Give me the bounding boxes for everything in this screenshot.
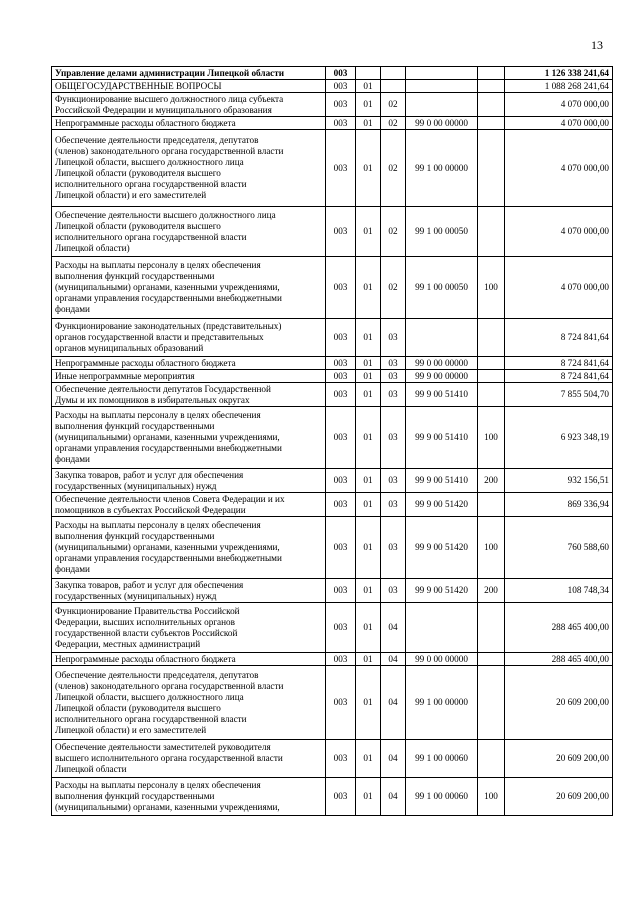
row-grbs-code: 003 <box>326 357 356 370</box>
row-grbs-code: 003 <box>326 666 356 740</box>
row-section-code: 01 <box>356 469 381 493</box>
table-row <box>52 603 613 653</box>
table-row <box>52 407 613 469</box>
row-expense-type-code <box>478 319 505 357</box>
row-subsection-code: 02 <box>381 117 406 130</box>
row-expense-type-code: 200 <box>478 469 505 493</box>
row-amount: 20 609 200,00 <box>505 666 613 740</box>
row-expense-type-code <box>478 740 505 778</box>
row-target-article-code: 99 0 00 00000 <box>406 357 478 370</box>
row-subsection-code: 03 <box>381 319 406 357</box>
row-subsection-code: 04 <box>381 666 406 740</box>
table-row <box>52 579 613 603</box>
table-row <box>52 130 613 207</box>
row-target-article-code: 99 9 00 51420 <box>406 517 478 579</box>
row-name: Непрограммные расходы областного бюджета <box>52 653 326 666</box>
row-expense-type-code: 100 <box>478 778 505 816</box>
row-target-article-code: 99 0 00 00000 <box>406 653 478 666</box>
row-grbs-code: 003 <box>326 257 356 319</box>
row-expense-type-code <box>478 93 505 117</box>
row-amount: 4 070 000,00 <box>505 257 613 319</box>
row-target-article-code: 99 1 00 00050 <box>406 257 478 319</box>
row-section-code: 01 <box>356 653 381 666</box>
row-name: Функционирование высшего должностного лица субъекта Российской Федерации и муниципального образования <box>52 93 326 117</box>
row-target-article-code <box>406 80 478 93</box>
table-row <box>52 257 613 319</box>
table-row <box>52 493 613 517</box>
row-subsection-code: 03 <box>381 383 406 407</box>
row-expense-type-code <box>478 666 505 740</box>
row-target-article-code: 99 9 00 51410 <box>406 407 478 469</box>
row-amount: 4 070 000,00 <box>505 93 613 117</box>
row-target-article-code <box>406 603 478 653</box>
table-row <box>52 319 613 357</box>
row-grbs-code: 003 <box>326 603 356 653</box>
table-row <box>52 207 613 257</box>
row-subsection-code: 02 <box>381 130 406 207</box>
row-name: Функционирование законодательных (представительных) органов государственной власти и представительных органов муниципальных образований <box>52 319 326 357</box>
row-grbs-code: 003 <box>326 407 356 469</box>
row-name: Обеспечение деятельности председателя, депутатов (членов) законодательного органа государственной власти Липецкой области, высшего должностного лица Липецкой области (руководителя высшего исполнительного органа государственной власти Липецкой области) и его заместителей <box>52 666 326 740</box>
row-name: Иные непрограммные мероприятия <box>52 370 326 383</box>
row-amount: 932 156,51 <box>505 469 613 493</box>
row-grbs-code: 003 <box>326 778 356 816</box>
row-amount: 760 588,60 <box>505 517 613 579</box>
row-name: Закупка товаров, работ и услуг для обеспечения государственных (муниципальных) нужд <box>52 579 326 603</box>
budget-table <box>51 66 613 816</box>
row-target-article-code: 99 1 00 00060 <box>406 778 478 816</box>
row-section-code <box>356 67 381 80</box>
row-subsection-code: 03 <box>381 357 406 370</box>
row-subsection-code: 04 <box>381 778 406 816</box>
row-grbs-code: 003 <box>326 579 356 603</box>
table-row <box>52 80 613 93</box>
row-section-code: 01 <box>356 666 381 740</box>
row-subsection-code: 03 <box>381 469 406 493</box>
row-subsection-code: 04 <box>381 653 406 666</box>
row-subsection-code: 02 <box>381 257 406 319</box>
row-section-code: 01 <box>356 357 381 370</box>
table-row <box>52 93 613 117</box>
row-grbs-code: 003 <box>326 493 356 517</box>
row-amount: 8 724 841,64 <box>505 319 613 357</box>
row-section-code: 01 <box>356 93 381 117</box>
row-name: Закупка товаров, работ и услуг для обеспечения государственных (муниципальных) нужд <box>52 469 326 493</box>
row-amount: 108 748,34 <box>505 579 613 603</box>
row-name: Обеспечение деятельности высшего должностного лица Липецкой области (руководителя высшего исполнительного органа государственной власти Липецкой области) <box>52 207 326 257</box>
row-section-code: 01 <box>356 579 381 603</box>
row-grbs-code: 003 <box>326 67 356 80</box>
row-name: Расходы на выплаты персоналу в целях обеспечения выполнения функций государственными (муниципальными) органами, казенными учреждениями, органами управления государственными внебюджетными фондами <box>52 257 326 319</box>
row-expense-type-code <box>478 80 505 93</box>
row-target-article-code: 99 1 00 00060 <box>406 740 478 778</box>
page-number: 13 <box>591 38 603 52</box>
row-target-article-code: 99 1 00 00000 <box>406 130 478 207</box>
row-target-article-code: 99 9 00 51420 <box>406 579 478 603</box>
row-expense-type-code: 100 <box>478 517 505 579</box>
row-expense-type-code <box>478 653 505 666</box>
row-name: Расходы на выплаты персоналу в целях обеспечения выполнения функций государственными (муниципальными) органами, казенными учреждениями, органами управления государственными внебюджетными фондами <box>52 407 326 469</box>
row-expense-type-code <box>478 493 505 517</box>
row-amount: 869 336,94 <box>505 493 613 517</box>
row-grbs-code: 003 <box>326 93 356 117</box>
row-amount: 4 070 000,00 <box>505 130 613 207</box>
row-expense-type-code: 100 <box>478 407 505 469</box>
row-target-article-code <box>406 67 478 80</box>
row-grbs-code: 003 <box>326 517 356 579</box>
table-row <box>52 653 613 666</box>
row-expense-type-code: 200 <box>478 579 505 603</box>
row-amount: 8 724 841,64 <box>505 370 613 383</box>
row-section-code: 01 <box>356 383 381 407</box>
table-row <box>52 67 613 80</box>
row-subsection-code: 03 <box>381 370 406 383</box>
row-section-code: 01 <box>356 207 381 257</box>
table-row <box>52 740 613 778</box>
row-expense-type-code <box>478 130 505 207</box>
row-target-article-code <box>406 319 478 357</box>
row-grbs-code: 003 <box>326 319 356 357</box>
row-section-code: 01 <box>356 603 381 653</box>
row-grbs-code: 003 <box>326 80 356 93</box>
row-name: Обеспечение деятельности депутатов Государственной Думы и их помощников в избирательных округах <box>52 383 326 407</box>
row-name: Расходы на выплаты персоналу в целях обеспечения выполнения функций государственными (муниципальными) органами, казенными учреждениями, органами управления государственными внебюджетными фондами <box>52 517 326 579</box>
row-section-code: 01 <box>356 517 381 579</box>
row-name: Обеспечение деятельности председателя, депутатов (членов) законодательного органа государственной власти Липецкой области, высшего должностного лица Липецкой области (руководителя высшего исполнительного органа государственной власти Липецкой области) и его заместителей <box>52 130 326 207</box>
row-expense-type-code: 100 <box>478 257 505 319</box>
row-name: Обеспечение деятельности заместителей руководителя высшего исполнительного органа государственной власти Липецкой области <box>52 740 326 778</box>
row-amount: 1 088 268 241,64 <box>505 80 613 93</box>
row-expense-type-code <box>478 370 505 383</box>
row-amount: 6 923 348,19 <box>505 407 613 469</box>
row-subsection-code: 03 <box>381 407 406 469</box>
row-expense-type-code <box>478 603 505 653</box>
row-name: Управление делами администрации Липецкой области <box>52 67 326 80</box>
row-name: Функционирование Правительства Российской Федерации, высших исполнительных органов государственной власти субъектов Российской Федерации, местных администраций <box>52 603 326 653</box>
row-amount: 288 465 400,00 <box>505 603 613 653</box>
row-subsection-code: 03 <box>381 517 406 579</box>
row-target-article-code: 99 9 00 51410 <box>406 383 478 407</box>
row-section-code: 01 <box>356 80 381 93</box>
row-expense-type-code <box>478 117 505 130</box>
row-section-code: 01 <box>356 130 381 207</box>
table-row <box>52 469 613 493</box>
row-section-code: 01 <box>356 319 381 357</box>
row-target-article-code: 99 9 00 00000 <box>406 370 478 383</box>
row-amount: 1 126 338 241,64 <box>505 67 613 80</box>
row-grbs-code: 003 <box>326 383 356 407</box>
row-name: ОБЩЕГОСУДАРСТВЕННЫЕ ВОПРОСЫ <box>52 80 326 93</box>
table-row <box>52 117 613 130</box>
row-section-code: 01 <box>356 117 381 130</box>
row-grbs-code: 003 <box>326 207 356 257</box>
row-name: Непрограммные расходы областного бюджета <box>52 117 326 130</box>
row-target-article-code: 99 9 00 51410 <box>406 469 478 493</box>
row-section-code: 01 <box>356 370 381 383</box>
row-section-code: 01 <box>356 740 381 778</box>
row-target-article-code: 99 9 00 51420 <box>406 493 478 517</box>
row-amount: 20 609 200,00 <box>505 740 613 778</box>
row-target-article-code: 99 1 00 00050 <box>406 207 478 257</box>
row-amount: 20 609 200,00 <box>505 778 613 816</box>
row-section-code: 01 <box>356 257 381 319</box>
table-row <box>52 666 613 740</box>
row-name: Расходы на выплаты персоналу в целях обеспечения выполнения функций государственными (муниципальными) органами, казенными учреждениями, <box>52 778 326 816</box>
row-amount: 4 070 000,00 <box>505 117 613 130</box>
table-row <box>52 778 613 816</box>
row-grbs-code: 003 <box>326 469 356 493</box>
table-row <box>52 357 613 370</box>
table-row <box>52 370 613 383</box>
row-subsection-code: 02 <box>381 207 406 257</box>
row-target-article-code: 99 1 00 00000 <box>406 666 478 740</box>
row-grbs-code: 003 <box>326 653 356 666</box>
row-name: Непрограммные расходы областного бюджета <box>52 357 326 370</box>
row-grbs-code: 003 <box>326 130 356 207</box>
row-target-article-code: 99 0 00 00000 <box>406 117 478 130</box>
row-grbs-code: 003 <box>326 370 356 383</box>
row-amount: 7 855 504,70 <box>505 383 613 407</box>
row-expense-type-code <box>478 357 505 370</box>
row-subsection-code <box>381 67 406 80</box>
row-expense-type-code <box>478 383 505 407</box>
row-section-code: 01 <box>356 778 381 816</box>
row-amount: 4 070 000,00 <box>505 207 613 257</box>
table-row <box>52 517 613 579</box>
table-row <box>52 383 613 407</box>
row-amount: 288 465 400,00 <box>505 653 613 666</box>
row-section-code: 01 <box>356 493 381 517</box>
row-target-article-code <box>406 93 478 117</box>
row-expense-type-code <box>478 67 505 80</box>
row-subsection-code: 03 <box>381 493 406 517</box>
row-amount: 8 724 841,64 <box>505 357 613 370</box>
row-subsection-code: 02 <box>381 93 406 117</box>
row-grbs-code: 003 <box>326 117 356 130</box>
row-subsection-code <box>381 80 406 93</box>
row-section-code: 01 <box>356 407 381 469</box>
row-subsection-code: 03 <box>381 579 406 603</box>
row-expense-type-code <box>478 207 505 257</box>
row-grbs-code: 003 <box>326 740 356 778</box>
row-subsection-code: 04 <box>381 603 406 653</box>
row-subsection-code: 04 <box>381 740 406 778</box>
row-name: Обеспечение деятельности членов Совета Федерации и их помощников в субъектах Российской Федерации <box>52 493 326 517</box>
